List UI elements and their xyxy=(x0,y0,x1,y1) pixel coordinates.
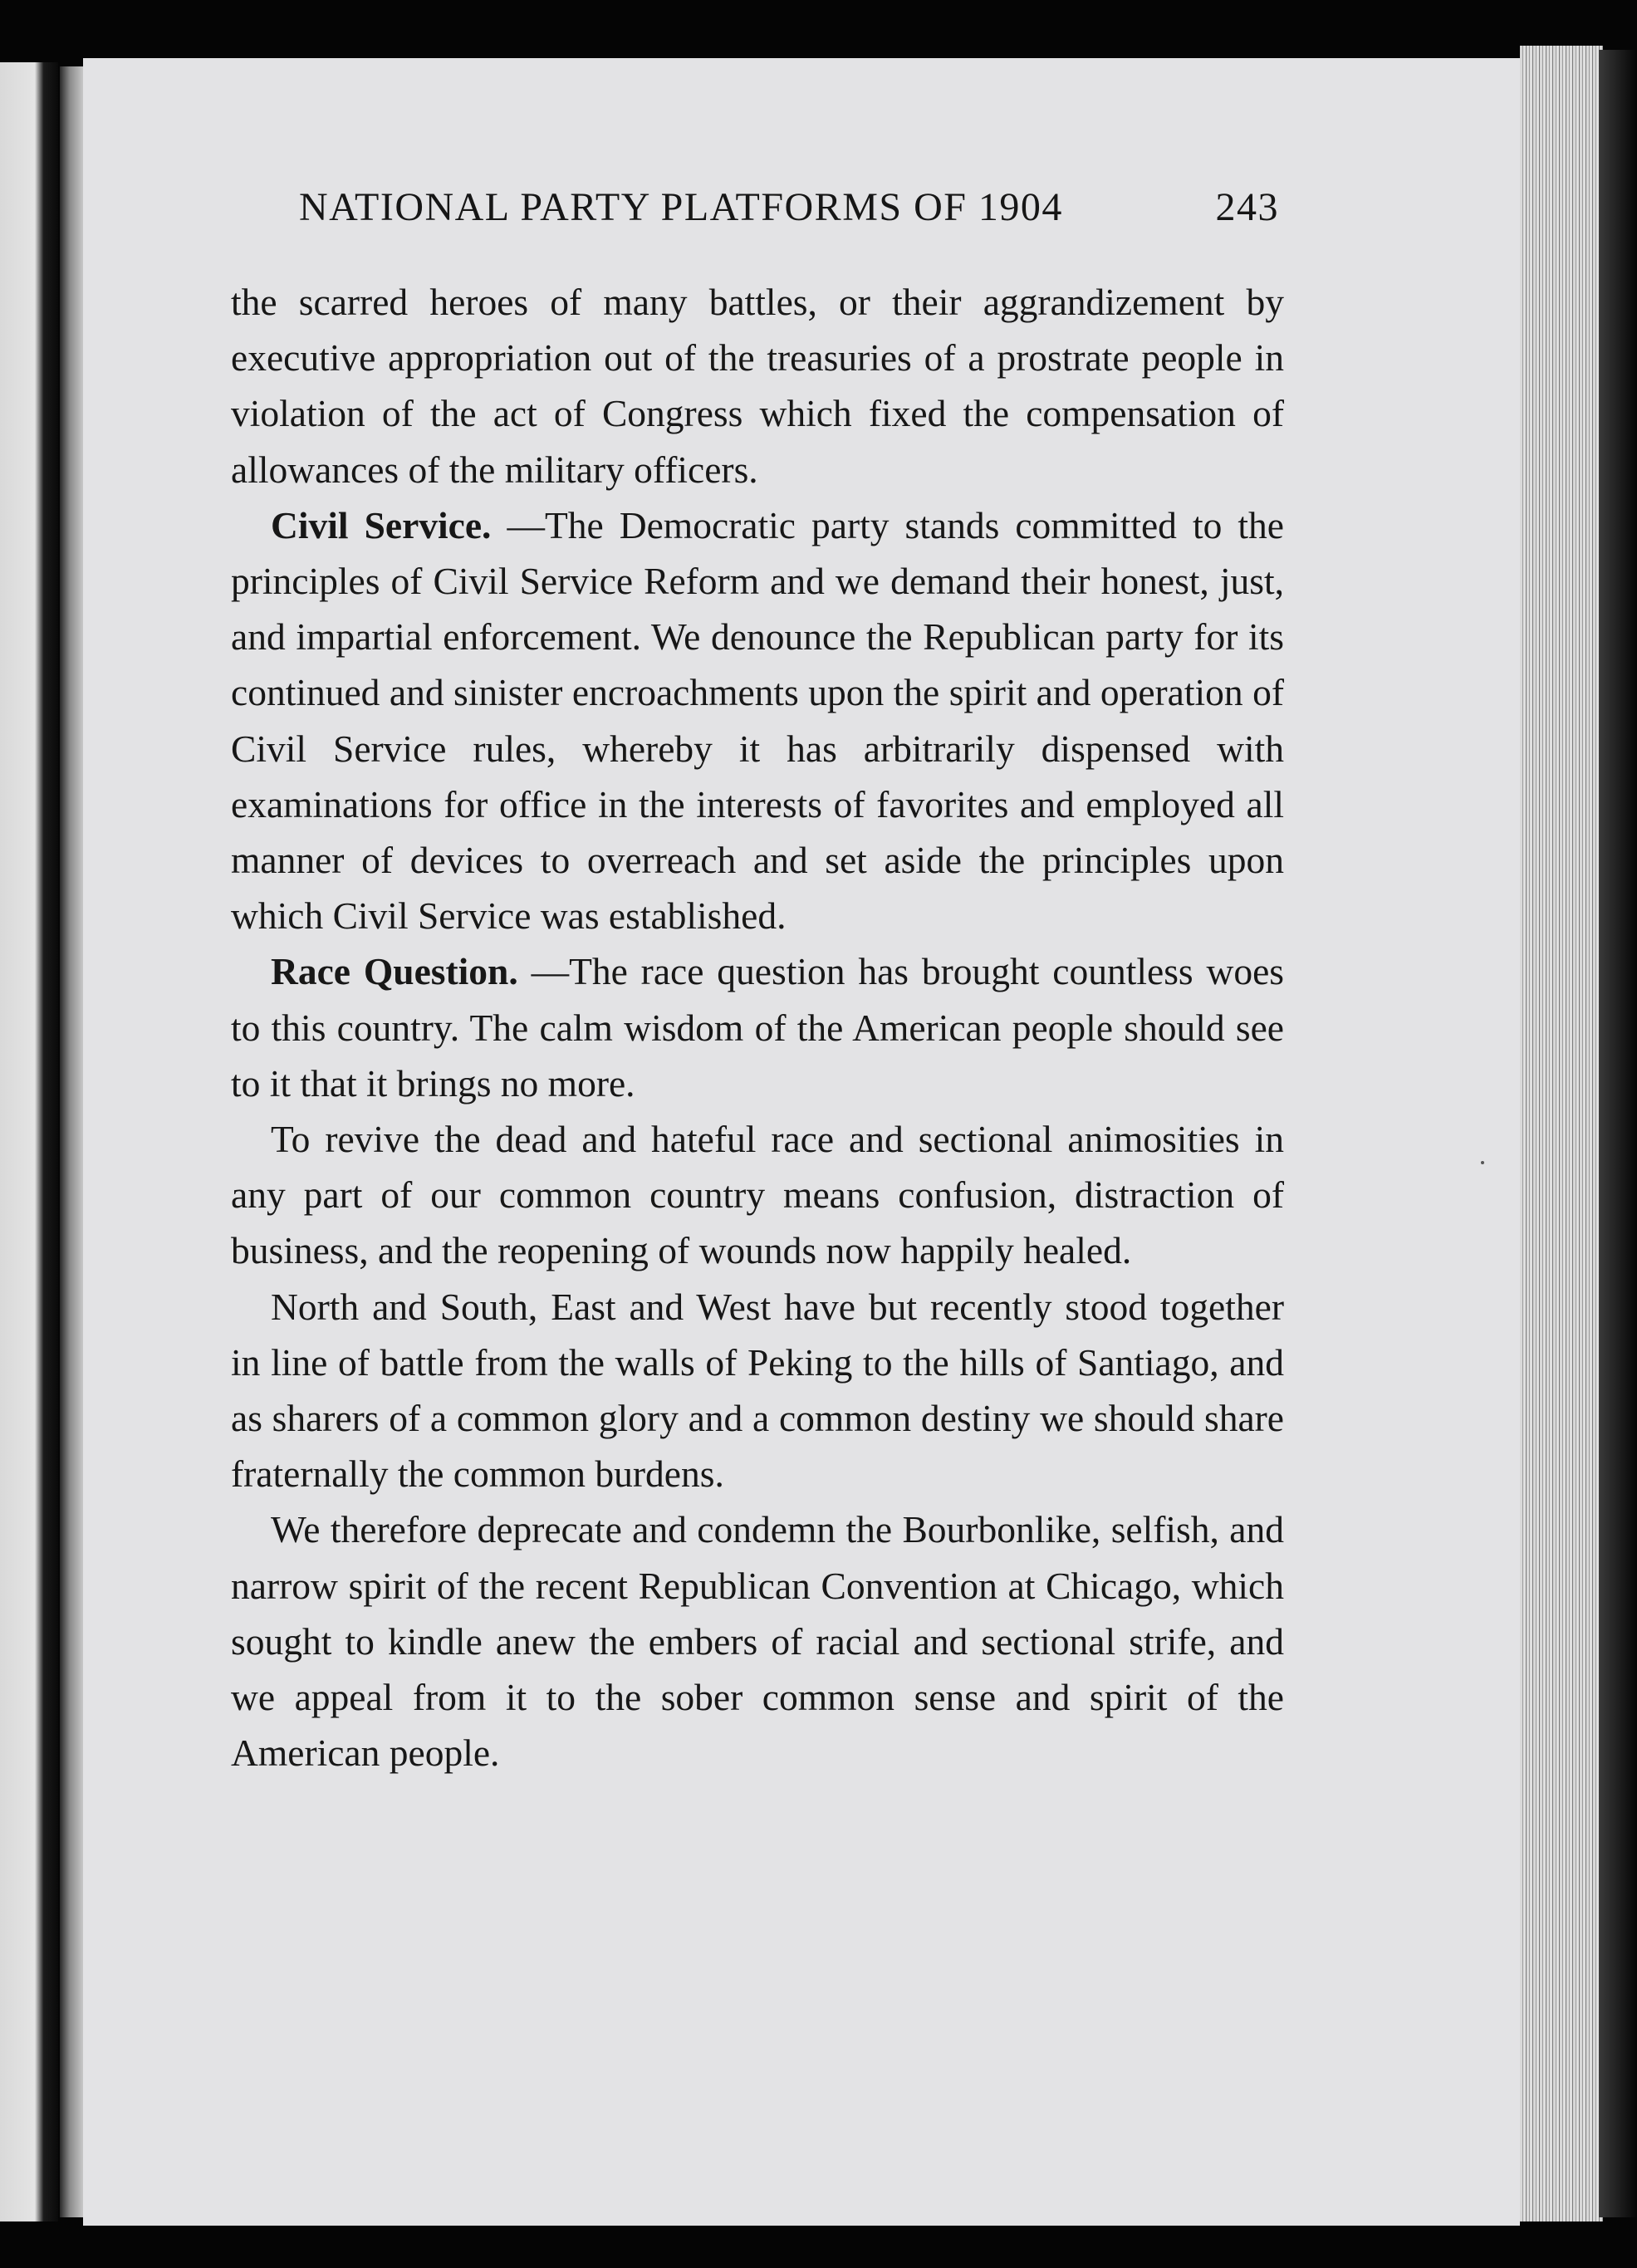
paragraph xyxy=(231,1501,1284,1781)
section-heading: Race Question. xyxy=(271,950,518,993)
paragraph xyxy=(231,274,1284,497)
paragraph-text: To revive the dead and hateful race and sectional animosities in any part of our common country means confusion, distraction of business, and the reopening of wounds now happily healed. xyxy=(231,1118,1284,1272)
running-head xyxy=(299,184,1279,234)
paragraph xyxy=(231,1279,1284,1502)
paragraph-text: —The race question has brought countless woes to this country. The calm wisdom of the American people should see to it that it brings no more. xyxy=(231,950,1285,1105)
paragraph-text: the scarred heroes of many battles, or their aggrandizement by executive appropriation out of the treasuries of a prostrate people in violation of the act of Congress which fixed the compensation of allowances of the military officers. xyxy=(231,281,1284,491)
body-text xyxy=(231,274,1284,1781)
paragraph-text: —The Democratic party stands committed to the principles of Civil Service Reform and we demand their honest, just, and impartial enforcement. We denounce the Republican party for its continued and sinister encroachments upon the spirit and operation of Civil Service rules, whereby it has arbitrarily dispensed with examinations for office in the interests of favorites and employed all manner of devices to overreach and set aside the principles upon which Civil Service was established. xyxy=(231,503,1284,938)
paragraph xyxy=(231,943,1284,1111)
book-gutter xyxy=(60,66,85,2217)
paper-speck xyxy=(1481,1161,1484,1164)
page-stack-edge xyxy=(1520,46,1603,2221)
paragraph xyxy=(231,1111,1284,1279)
page-number: 243 xyxy=(1215,185,1279,229)
paragraph-text: North and South, East and West have but recently stood together in line of battle from the walls of Peking to the hills of Santiago, and as sharers of a common glory and a common destiny we should share fraternally the common burdens. xyxy=(231,1285,1284,1496)
section-heading: Civil Service. xyxy=(271,503,492,546)
running-head-title: NATIONAL PARTY PLATFORMS OF 1904 xyxy=(299,185,1063,229)
paragraph-text: We therefore deprecate and condemn the Bourbonlike, selfish, and narrow spirit of the recent Republican Convention at Chicago, which sought to kindle anew the embers of racial and sectional strife, and we appeal from it to the sober common sense and spirit of the American people. xyxy=(231,1508,1284,1775)
book-edge-shadow xyxy=(1599,50,1637,2217)
previous-page-edge xyxy=(0,62,58,2221)
paragraph xyxy=(231,497,1284,944)
